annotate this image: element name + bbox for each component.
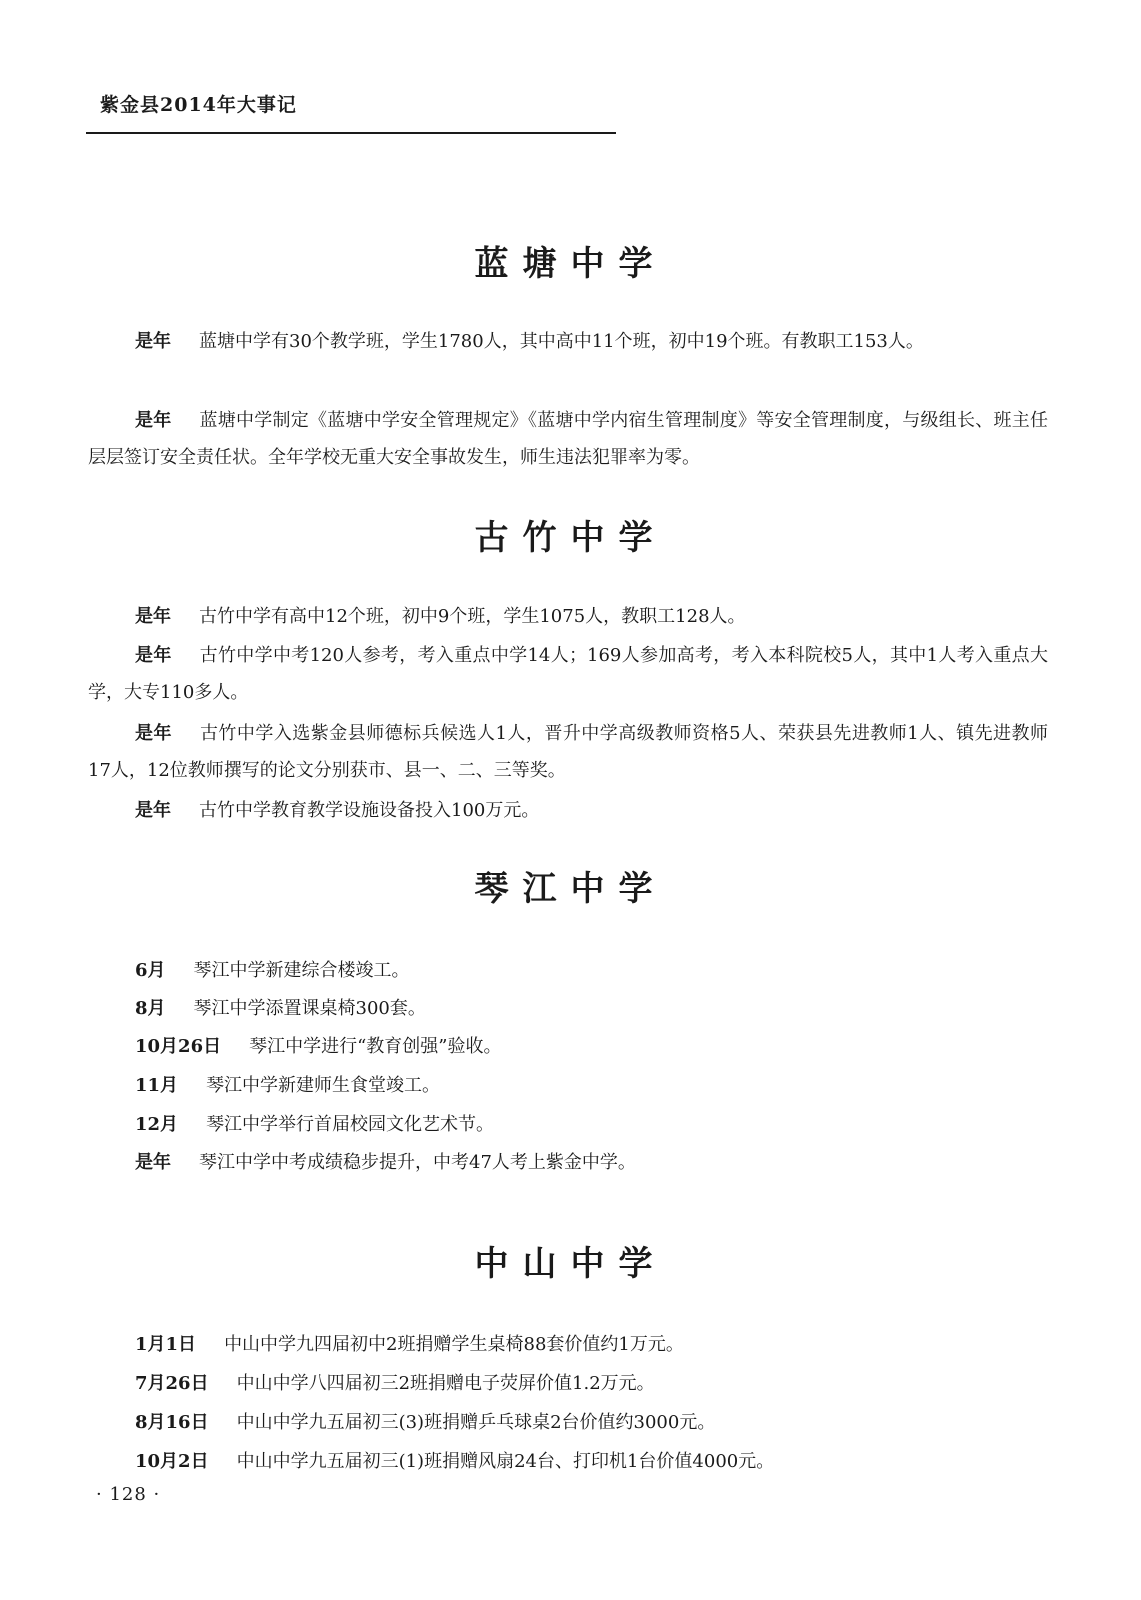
entry — [88, 792, 1048, 829]
entry-text: 古竹中学入选紫金县师德标兵候选人1人，晋升中学高级教师资格5人、荣获县先进教师1人、镇先进教师17人，12位教师撰写的论文分别获市、县一、二、三等奖。 — [88, 723, 1049, 781]
section-title-lantang: 蓝塘中学 — [474, 244, 667, 284]
page-number: · 128 · — [96, 1484, 161, 1505]
entry-label: 6月 — [135, 960, 166, 981]
entry-label: 8月 — [135, 998, 166, 1019]
entry-text: 古竹中学有高中12个班，初中9个班，学生1075人，教职工128人。 — [199, 606, 746, 627]
entry-text: 蓝塘中学有30个教学班，学生1780人，其中高中11个班，初中19个班。有教职工153人。 — [199, 331, 924, 352]
entry-label: 是年 — [135, 410, 172, 431]
entry — [88, 1326, 1048, 1363]
entry-text: 中山中学九五届初三(3)班捐赠乒乓球桌2台价值约3000元。 — [236, 1412, 716, 1433]
entry — [88, 715, 1048, 789]
section-title-qinjiang: 琴江中学 — [474, 869, 667, 909]
entry-label: 是年 — [135, 723, 172, 744]
entry — [88, 990, 1048, 1027]
entry — [88, 1365, 1048, 1402]
entry-label: 10月2日 — [135, 1451, 209, 1472]
entry — [88, 637, 1048, 711]
section-title-guzhu: 古竹中学 — [474, 518, 667, 558]
entry-text: 琴江中学新建综合楼竣工。 — [193, 960, 410, 981]
entry-label: 1月1日 — [135, 1334, 197, 1355]
entry — [88, 323, 1048, 360]
entry-label: 是年 — [135, 645, 172, 666]
entry-label: 7月26日 — [135, 1373, 209, 1394]
entry-text: 古竹中学教育教学设施设备投入100万元。 — [199, 800, 540, 821]
entry-label: 12月 — [135, 1114, 179, 1135]
entry-text: 中山中学九五届初三(1)班捐赠风扇24台、打印机1台价值4000元。 — [236, 1451, 775, 1472]
entry-label: 是年 — [135, 331, 171, 352]
entry-text: 琴江中学进行“教育创强”验收。 — [249, 1036, 502, 1057]
entry-label: 是年 — [135, 1152, 171, 1173]
entry — [88, 598, 1048, 635]
entry-label: 11月 — [135, 1075, 179, 1096]
entry-text: 琴江中学添置课桌椅300套。 — [193, 998, 426, 1019]
entry-label: 10月26日 — [135, 1036, 222, 1057]
entry — [88, 1106, 1048, 1143]
entry-text: 中山中学九四届初中2班捐赠学生桌椅88套价值约1万元。 — [224, 1334, 684, 1355]
entry-text: 中山中学八四届初三2班捐赠电子荧屏价值1.2万元。 — [236, 1373, 655, 1394]
entry — [88, 952, 1048, 989]
entry — [88, 1443, 1048, 1480]
section-title-zhongshan: 中山中学 — [474, 1244, 667, 1284]
entry-label: 是年 — [135, 800, 171, 821]
entry — [88, 1144, 1048, 1181]
running-head: 紫金县2014年大事记 — [100, 94, 297, 116]
entry — [88, 1067, 1048, 1104]
entry — [88, 1028, 1048, 1065]
entry-label: 是年 — [135, 606, 171, 627]
entry — [88, 402, 1048, 476]
entry-text: 琴江中学中考成绩稳步提升，中考47人考上紫金中学。 — [199, 1152, 636, 1173]
entry-text: 琴江中学新建师生食堂竣工。 — [206, 1075, 441, 1096]
entry-text: 古竹中学中考120人参考，考入重点中学14人；169人参加高考，考入本科院校5人，其中1人考入重点大学，大专110多人。 — [88, 645, 1048, 703]
entry-text: 蓝塘中学制定《蓝塘中学安全管理规定》《蓝塘中学内宿生管理制度》等安全管理制度，与级组长、班主任层层签订安全责任状。全年学校无重大安全事故发生，师生违法犯罪率为零。 — [88, 410, 1048, 468]
entry — [88, 1404, 1048, 1441]
header-rule — [86, 132, 616, 134]
entry-text: 琴江中学举行首届校园文化艺术节。 — [206, 1114, 495, 1135]
entry-label: 8月16日 — [135, 1412, 209, 1433]
